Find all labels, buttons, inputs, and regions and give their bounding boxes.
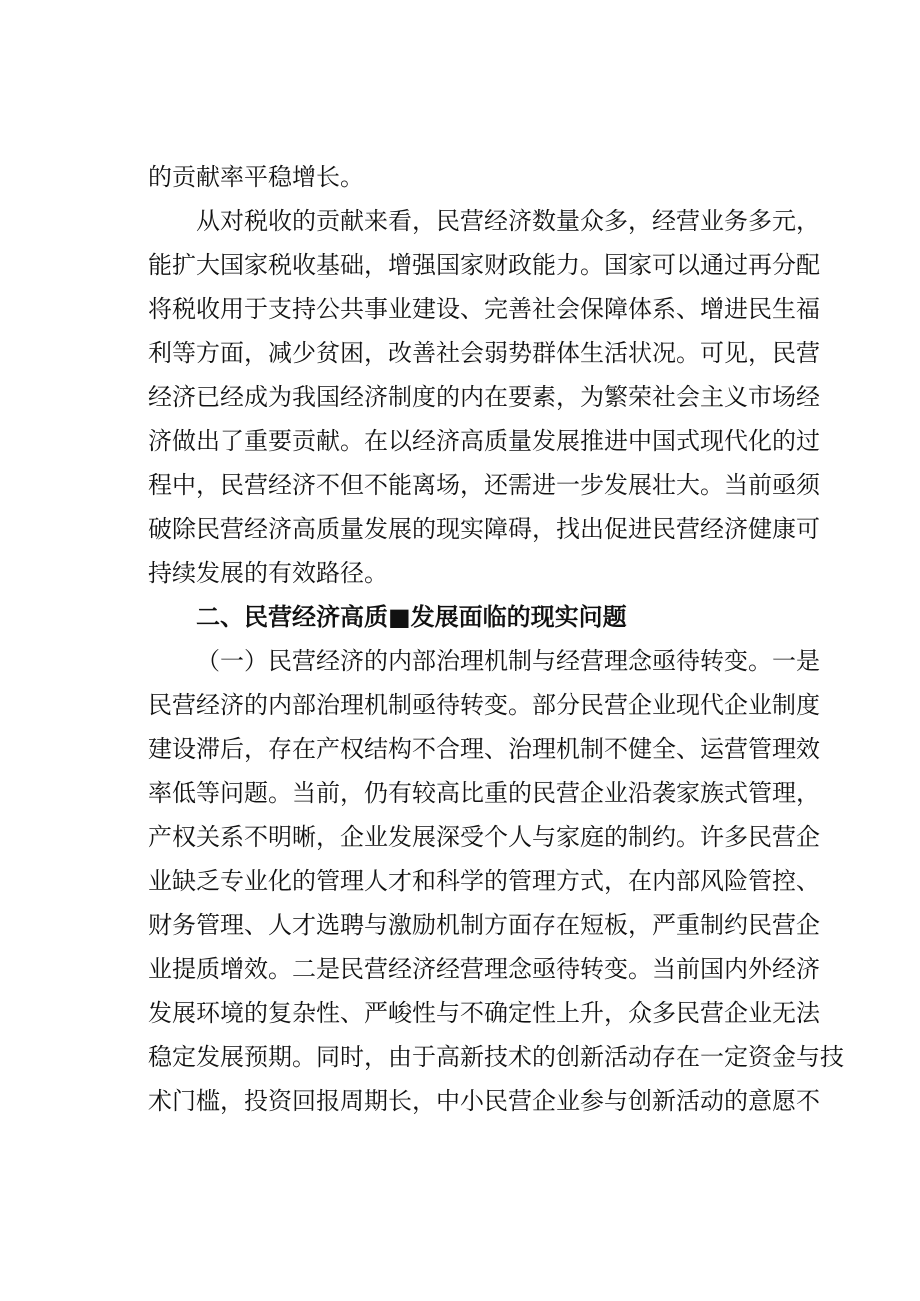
- text-line: 程中，民营经济不但不能离场，还需进一步发展壮大。当前亟须: [148, 471, 820, 499]
- text-line: 业缺乏专业化的管理人才和科学的管理方式，在内部风险管控、: [148, 867, 820, 895]
- text-line: （一）民营经济的内部治理机制与经营理念亟待转变。一是: [196, 647, 820, 675]
- text-line: 稳定发展预期。同时，由于高新技术的创新活动存在一定资金与技: [148, 1043, 844, 1071]
- text-line: 从对税收的贡献来看，民营经济数量众多，经营业务多元，: [196, 207, 820, 235]
- text-line: 建设滞后，存在产权结构不合理、治理机制不健全、运营管理效: [148, 735, 820, 763]
- text-line: 经济已经成为我国经济制度的内在要素，为繁荣社会主义市场经: [148, 383, 820, 411]
- text-line: 破除民营经济高质量发展的现实障碍，找出促进民营经济健康可: [148, 515, 820, 543]
- text-line: 能扩大国家税收基础，增强国家财政能力。国家可以通过再分配: [148, 251, 820, 279]
- text-line: 产权关系不明晰，企业发展深受个人与家庭的制约。许多民营企: [148, 823, 820, 851]
- text-line: 的贡献率平稳增长。: [148, 163, 364, 191]
- text-line: 发展环境的复杂性、严峻性与不确定性上升，众多民营企业无法: [148, 999, 820, 1027]
- text-line: 业提质增效。二是民营经济经营理念亟待转变。当前国内外经济: [148, 955, 820, 983]
- text-line: 术门槛，投资回报周期长，中小民营企业参与创新活动的意愿不: [148, 1087, 820, 1115]
- text-line: 利等方面，减少贫困，改善社会弱势群体生活状况。可见，民营: [148, 339, 820, 367]
- text-line: 财务管理、人才选聘与激励机制方面存在短板，严重制约民营企: [148, 911, 820, 939]
- section-heading: 二、民营经济高质■发展面临的现实问题: [196, 603, 627, 631]
- text-line: 济做出了重要贡献。在以经济高质量发展推进中国式现代化的过: [148, 427, 820, 455]
- text-line: 率低等问题。当前，仍有较高比重的民营企业沿袭家族式管理，: [148, 779, 820, 807]
- text-line: 民营经济的内部治理机制亟待转变。部分民营企业现代企业制度: [148, 691, 820, 719]
- text-line: 持续发展的有效路径。: [148, 559, 388, 587]
- text-line: 将税收用于支持公共事业建设、完善社会保障体系、增进民生福: [148, 295, 820, 323]
